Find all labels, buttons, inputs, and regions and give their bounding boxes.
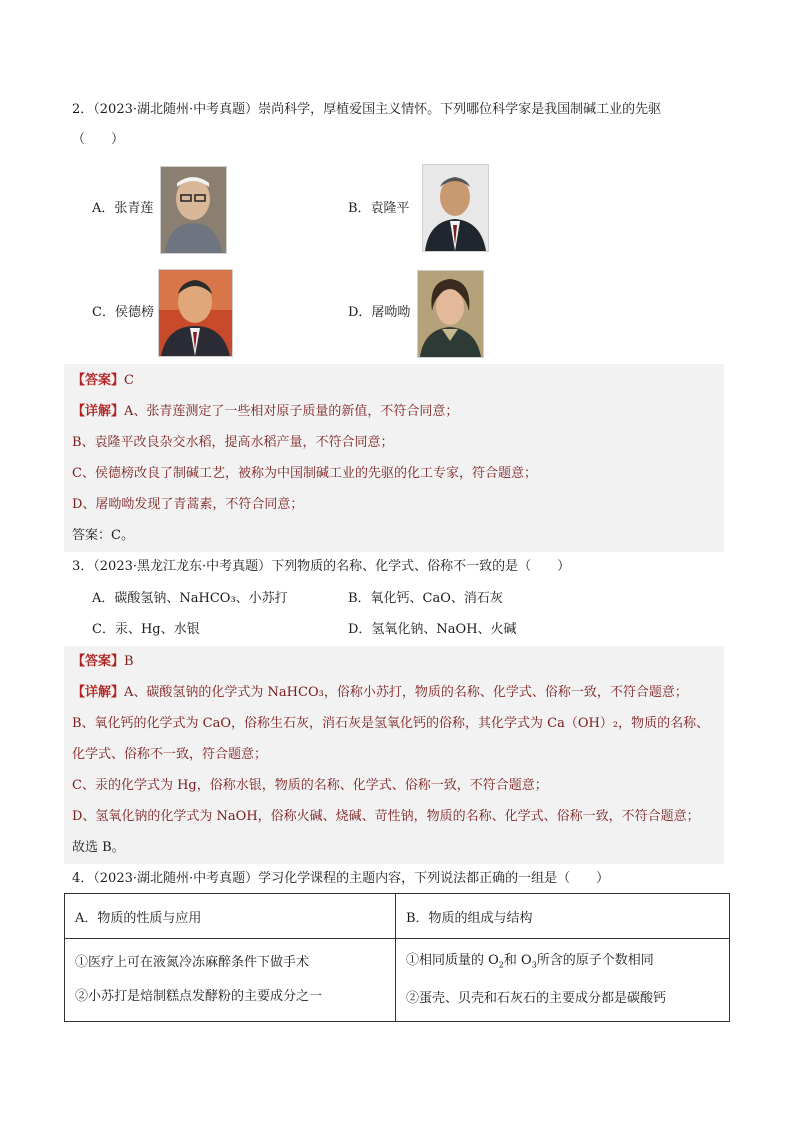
q3-option-b[interactable]: B．氧化钙、CaO、消石灰 [348, 591, 503, 606]
q2-option-d-label[interactable]: D．屠呦呦 [348, 305, 411, 320]
q3-option-a[interactable]: A．碳酸氢钠、NaHCO₃、小苏打 [92, 591, 288, 606]
q4-b1-pre: ①相同质量的 O [406, 952, 499, 968]
q3-detail-a [72, 683, 688, 703]
q3-answer-line [72, 652, 134, 672]
q2-option-b-label[interactable]: B．袁隆平 [348, 201, 410, 216]
q3-option-c[interactable]: C．汞、Hg、水银 [92, 622, 200, 637]
q3-detail-c: C、汞的化学式为 Hg，俗称水银，物质的名称、化学式、俗称一致，不符合题意； [72, 778, 548, 793]
portrait-zhang-qinglian [160, 166, 227, 254]
q3-stem: 3．（2023·黑龙江龙东·中考真题）下列物质的名称、化学式、俗称不一致的是（ ） [72, 559, 571, 574]
q4-b1-sub-o3: 3 [531, 960, 537, 970]
q4-cell-a [65, 939, 396, 1022]
q4-a-statement-1: ①医疗上可在液氮冷冻麻醉条件下做手术 [75, 955, 310, 970]
q4-b1-sub-o2: 2 [498, 960, 504, 970]
detail-tag: 【详解】 [72, 404, 125, 419]
detail-tag: 【详解】 [72, 685, 125, 700]
q2-answer-value: C [124, 373, 134, 388]
portrait-tu-youyou [417, 270, 484, 358]
q2-detail-a [72, 402, 458, 422]
q4-b-statement-1 [406, 944, 719, 983]
q3-final-answer: 故选 B。 [72, 840, 125, 855]
answer-block-q3 [64, 646, 724, 864]
q2-detail-c: C、侯德榜改良了制碱工艺，被称为中国制碱工业的先驱的化工专家，符合题意； [72, 466, 537, 481]
q4-a-statement-2: ②小苏打是焙制糕点发酵粉的主要成分之一 [75, 989, 323, 1004]
q2-detail-a-text: A、张青莲测定了一些相对原子质量的新值，不符合同意； [124, 404, 459, 419]
answer-tag: 【答案】 [72, 373, 125, 388]
portrait-hou-debang [158, 269, 233, 357]
q2-option-c-label[interactable]: C．侯德榜 [92, 305, 154, 320]
answer-block-q2 [64, 364, 724, 552]
q3-option-d[interactable]: D．氢氧化钠、NaOH、火碱 [348, 622, 517, 637]
q4-b1-mid: 和 O [503, 952, 532, 968]
q4-header-a[interactable]: A．物质的性质与应用 [65, 894, 396, 939]
q2-stem-line2: （ ） [72, 132, 125, 147]
q3-detail-a-text: A、碳酸氢钠的化学式为 NaHCO₃，俗称小苏打，物质的名称、化学式、俗称一致，不符合题意； [124, 685, 688, 700]
q3-answer-value: B [124, 654, 134, 669]
q4-cell-b [396, 939, 730, 1022]
q4-header-b[interactable]: B．物质的组成与结构 [396, 894, 730, 939]
portrait-yuan-longping [422, 164, 489, 252]
q3-detail-b-line1: B、氧化钙的化学式为 CaO，俗称生石灰，消石灰是氢氧化钙的俗称，其化学式为 Ca（OH）₂，物质的名称、 [72, 716, 710, 731]
q2-detail-d: D、屠呦呦发现了青蒿素，不符合同意； [72, 497, 304, 512]
q4-stem: 4．（2023·湖北随州·中考真题）学习化学课程的主题内容，下列说法都正确的一组是（ ） [72, 871, 610, 886]
q2-detail-b: B、袁隆平改良杂交水稻，提高水稻产量，不符合同意； [72, 435, 394, 450]
q2-option-a-label[interactable]: A．张青莲 [92, 201, 154, 216]
q3-detail-d: D、氢氧化钠的化学式为 NaOH，俗称火碱、烧碱、苛性钠，物质的名称、化学式、俗称一致，不符合题意； [72, 809, 700, 824]
q2-answer-line [72, 371, 134, 391]
q4-options-table [64, 893, 730, 1022]
q2-final-answer: 答案：C。 [72, 528, 134, 543]
q4-b-statement-2: ②蛋壳、贝壳和石灰石的主要成分都是碳酸钙 [406, 991, 667, 1007]
q3-detail-b-line2: 化学式、俗称不一致，符合题意； [72, 747, 268, 762]
answer-tag: 【答案】 [72, 654, 125, 669]
q2-stem-line1: 2．（2023·湖北随州·中考真题）崇尚科学，厚植爱国主义情怀。下列哪位科学家是我国制碱工业的先驱 [72, 102, 662, 117]
q4-b1-post: 所含的原子个数相同 [536, 952, 654, 968]
